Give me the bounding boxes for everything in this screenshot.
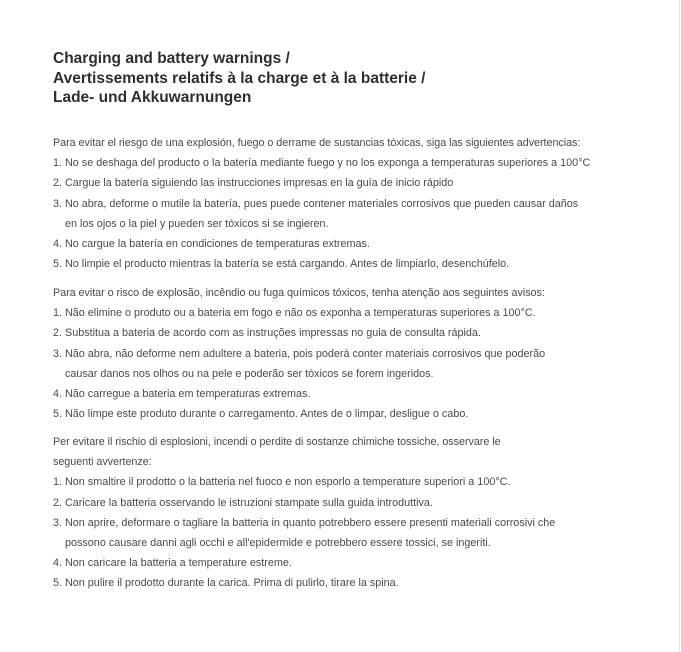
title-line-english: Charging and battery warnings / [53, 50, 290, 67]
section-intro: Para evitar o risco de explosão, incêndio ou fuga químicos tóxicos, tenha atenção aos seguintes avisos: [53, 287, 545, 299]
list-item [53, 153, 653, 173]
list-text: Caricare la batteria osservando le istruzioni stampate sulla guida introduttiva. [65, 496, 433, 509]
section-intro-continued: seguenti avvertenze: [53, 456, 152, 469]
list-text: No cargue la batería en condiciones de temperaturas extremas. [65, 238, 370, 251]
list-text: No se deshaga del producto o la batería mediante fuego y no los exponga a temperaturas superiores a 100°C [65, 157, 591, 170]
list-number: 5. [53, 258, 63, 271]
list-text: Non pulire il prodotto durante la carica. Prima di pulirlo, tirare la spina. [65, 577, 399, 590]
list-item [53, 573, 653, 593]
list-number: 2. [53, 177, 63, 190]
title-line-french: Avertissements relatifs à la charge et à la batterie / [53, 69, 426, 87]
list-text: Não elimine o produto ou a bateria em fogo e não os exponha a temperaturas superiores a 100°C. [65, 307, 536, 320]
list-text: Não carregue a bateria em temperaturas extremas. [65, 388, 311, 401]
list-item [53, 323, 653, 343]
section-intro: Per evitare il rischio di esplosioni, incendi o perdite di sostanze chimiche tossiche, osservare le [53, 436, 501, 448]
list-text-continued: possono causare danni agli occhi e all'epidermide e potrebbero essere tossici, se ingeriti. [65, 537, 491, 550]
page-edge-divider [679, 0, 680, 652]
list-text: No limpie el producto mientras la batería se está cargando. Antes de limpiarlo, desenchúfelo. [65, 258, 510, 271]
list-item [53, 472, 653, 492]
title-line-german: Lade- und Akkuwarnungen [53, 89, 252, 106]
list-item [53, 303, 653, 323]
list-text: Non smaltire il prodotto o la batteria nel fuoco e non esporlo a temperature superiori a 100°C. [65, 476, 511, 489]
list-text: No abra, deforme o mutile la batería, pues puede contener materiales corrosivos que pueden causar daños [65, 197, 579, 210]
list-text-continued: causar danos nos olhos ou na pele e poderão ser tóxicos se forem ingeridos. [65, 367, 434, 380]
list-item [53, 173, 653, 193]
list-number: 2. [53, 327, 63, 340]
list-item [53, 234, 653, 254]
list-text: Cargue la batería siguiendo las instrucciones impresas en la guía de inicio rápido [65, 177, 454, 190]
page-title [53, 49, 425, 108]
list-number: 5. [53, 577, 63, 590]
list-number: 4. [53, 238, 63, 251]
list-item [53, 384, 653, 404]
list-item [53, 344, 653, 364]
list-item [53, 254, 653, 274]
list-number: 4. [53, 557, 63, 570]
list-number: 4. [53, 388, 63, 401]
list-item [53, 404, 653, 424]
section-spanish [53, 133, 653, 274]
list-number: 3. [53, 197, 63, 210]
list-number: 2. [53, 496, 63, 509]
list-number: 1. [53, 157, 63, 170]
list-number: 3. [53, 347, 63, 360]
list-item [53, 194, 653, 214]
section-portuguese [53, 283, 653, 424]
list-text-continued: en los ojos o la piel y pueden ser tóxicos si se ingieren. [65, 217, 329, 230]
list-text: Substitua a bateria de acordo com as instruções impressas no guia de consulta rápida. [65, 327, 481, 340]
list-number: 5. [53, 408, 63, 421]
section-italian [53, 432, 653, 594]
list-text: Não abra, não deforme nem adultere a bateria, pois poderá conter materiais corrosivos que poderão [65, 347, 546, 360]
list-text: Non aprire, deformare o tagliare la batteria in quanto potrebbero essere presenti materiali corrosivi che [65, 516, 556, 529]
section-intro: Para evitar el riesgo de una explosión, fuego o derrame de sustancias tóxicas, siga las siguientes advertencias: [53, 137, 581, 149]
list-item [53, 513, 653, 533]
list-text: Non caricare la batteria a temperature estreme. [65, 557, 292, 570]
list-item [53, 553, 653, 573]
list-item [53, 493, 653, 513]
list-number: 1. [53, 307, 63, 320]
list-number: 1. [53, 476, 63, 489]
list-number: 3. [53, 516, 63, 529]
list-text: Não limpe este produto durante o carregamento. Antes de o limpar, desligue o cabo. [65, 408, 469, 421]
